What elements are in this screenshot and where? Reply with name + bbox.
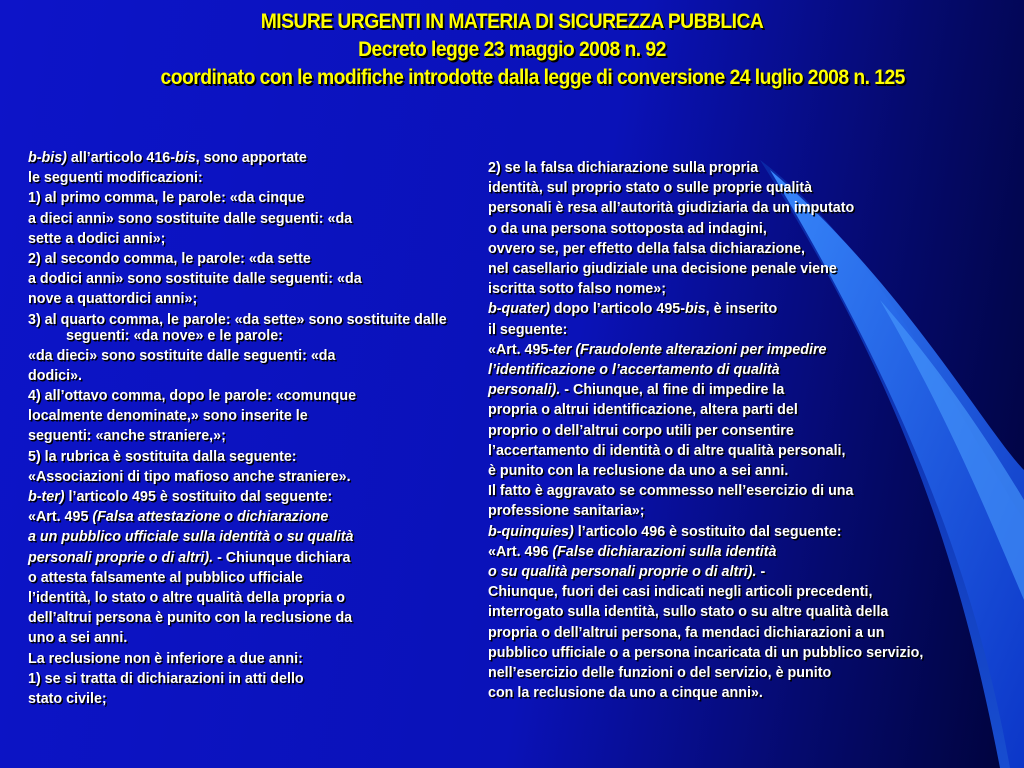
text-line: o da una persona sottoposta ad indagini, xyxy=(488,220,767,237)
text-line: «Art. 495-ter (Fraudolente alterazioni per impedire xyxy=(488,341,827,358)
text-line: personali proprie o di altri). - Chiunque dichiara xyxy=(28,549,351,566)
text-line: personali è resa all’autorità giudiziaria da un imputato xyxy=(488,200,855,217)
text-line: localmente denominate,» sono inserite le xyxy=(28,408,308,425)
text-line: professione sanitaria»; xyxy=(488,503,645,520)
text-line: propria o altrui identificazione, altera parti del xyxy=(488,402,798,419)
text-line: «Associazioni di tipo mafioso anche straniere». xyxy=(28,468,351,485)
title-line-2: Decreto legge 23 maggio 2008 n. 92 xyxy=(358,38,666,61)
text-line: 1) al primo comma, le parole: «da cinque xyxy=(28,190,305,207)
text-line: dodici». xyxy=(28,367,83,384)
text-line: «Art. 495 (Falsa attestazione o dichiarazione xyxy=(28,509,329,526)
text-line: Il fatto è aggravato se commesso nell’esercizio di una xyxy=(488,483,854,500)
text-line: con la reclusione da uno a cinque anni». xyxy=(488,685,763,702)
text-line: 2) al secondo comma, le parole: «da sette xyxy=(28,251,311,268)
text-line: pubblico ufficiale o a persona incaricata di un pubblico servizio, xyxy=(488,644,924,661)
text-line: «Art. 496 (False dichiarazioni sulla identità xyxy=(488,543,777,560)
text-line: a un pubblico ufficiale sulla identità o su qualità xyxy=(28,529,354,546)
text-line: dell’altrui persona è punito con la reclusione da xyxy=(28,610,353,627)
text-line: o attesta falsamente al pubblico ufficiale xyxy=(28,569,303,586)
text-line: l’identificazione o l’accertamento di qualità xyxy=(488,362,780,379)
right-column xyxy=(488,158,988,703)
text-line: stato civile; xyxy=(28,691,107,708)
text-line: Chiunque, fuori dei casi indicati negli articoli precedenti, xyxy=(488,584,873,601)
text-line: interrogato sulla identità, sullo stato o su altre qualità della xyxy=(488,604,889,621)
title-line-3: coordinato con le modifiche introdotte dalla legge di conversione 24 luglio 2008 n. 125 xyxy=(160,66,905,89)
text-line: nell’esercizio delle funzioni o del servizio, è punito xyxy=(488,665,832,682)
text-line: le seguenti modificazioni: xyxy=(28,170,203,187)
text-line: identità, sul proprio stato o sulle proprie qualità xyxy=(488,180,813,197)
left-column xyxy=(28,148,448,709)
text-line: a dieci anni» sono sostituite dalle seguenti: «da xyxy=(28,210,353,227)
text-line: nove a quattordici anni»; xyxy=(28,291,198,308)
text-line: iscritta sotto falso nome»; xyxy=(488,281,666,298)
text-line: b-bis) all’articolo 416-bis, sono apportate xyxy=(28,150,307,166)
text-line: 2) se la falsa dichiarazione sulla propria xyxy=(488,160,759,176)
text-line: l’accertamento di identità o di altre qualità personali, xyxy=(488,442,846,459)
text-line: sette a dodici anni»; xyxy=(28,230,166,247)
text-line: b-quater) dopo l’articolo 495-bis, è inserito xyxy=(488,301,778,318)
text-line: propria o dell’altrui persona, fa mendaci dichiarazioni a un xyxy=(488,624,885,641)
text-line: «da dieci» sono sostituite dalle seguenti: «da xyxy=(28,347,336,364)
text-line: proprio o dell’altrui corpo utili per consentire xyxy=(488,422,794,439)
text-line: a dodici anni» sono sostituite dalle seguenti: «da xyxy=(28,271,362,288)
text-line: personali). - Chiunque, al fine di impedire la xyxy=(488,382,785,399)
text-line: seguenti: «anche straniere,»; xyxy=(28,428,226,445)
slide-title xyxy=(41,8,983,92)
text-line: La reclusione non è inferiore a due anni: xyxy=(28,650,303,667)
text-line: nel casellario giudiziale una decisione penale viene xyxy=(488,261,837,278)
text-line: ovvero se, per effetto della falsa dichiarazione, xyxy=(488,240,806,257)
text-line: 4) all’ottavo comma, dopo le parole: «comunque xyxy=(28,388,357,405)
text-line: il seguente: xyxy=(488,321,568,338)
text-line: uno a sei anni. xyxy=(28,630,128,647)
text-line: 1) se si tratta di dichiarazioni in atti dello xyxy=(28,670,304,687)
text-line: o su qualità personali proprie o di altri). - xyxy=(488,564,766,581)
text-line: 5) la rubrica è sostituita dalla seguente: xyxy=(28,448,297,465)
text-line: 3) al quarto comma, le parole: «da sette» sono sostituite dalle seguenti: «da nove» e le parole: xyxy=(28,311,447,344)
title-line-1: MISURE URGENTI IN MATERIA DI SICUREZZA PUBBLICA xyxy=(260,10,764,33)
text-line: b-quinquies) l’articolo 496 è sostituito dal seguente: xyxy=(488,523,842,540)
text-line: l’identità, lo stato o altre qualità della propria o xyxy=(28,590,345,607)
text-line: è punito con la reclusione da uno a sei anni. xyxy=(488,463,789,480)
text-line: b-ter) l’articolo 495 è sostituito dal seguente: xyxy=(28,489,333,506)
